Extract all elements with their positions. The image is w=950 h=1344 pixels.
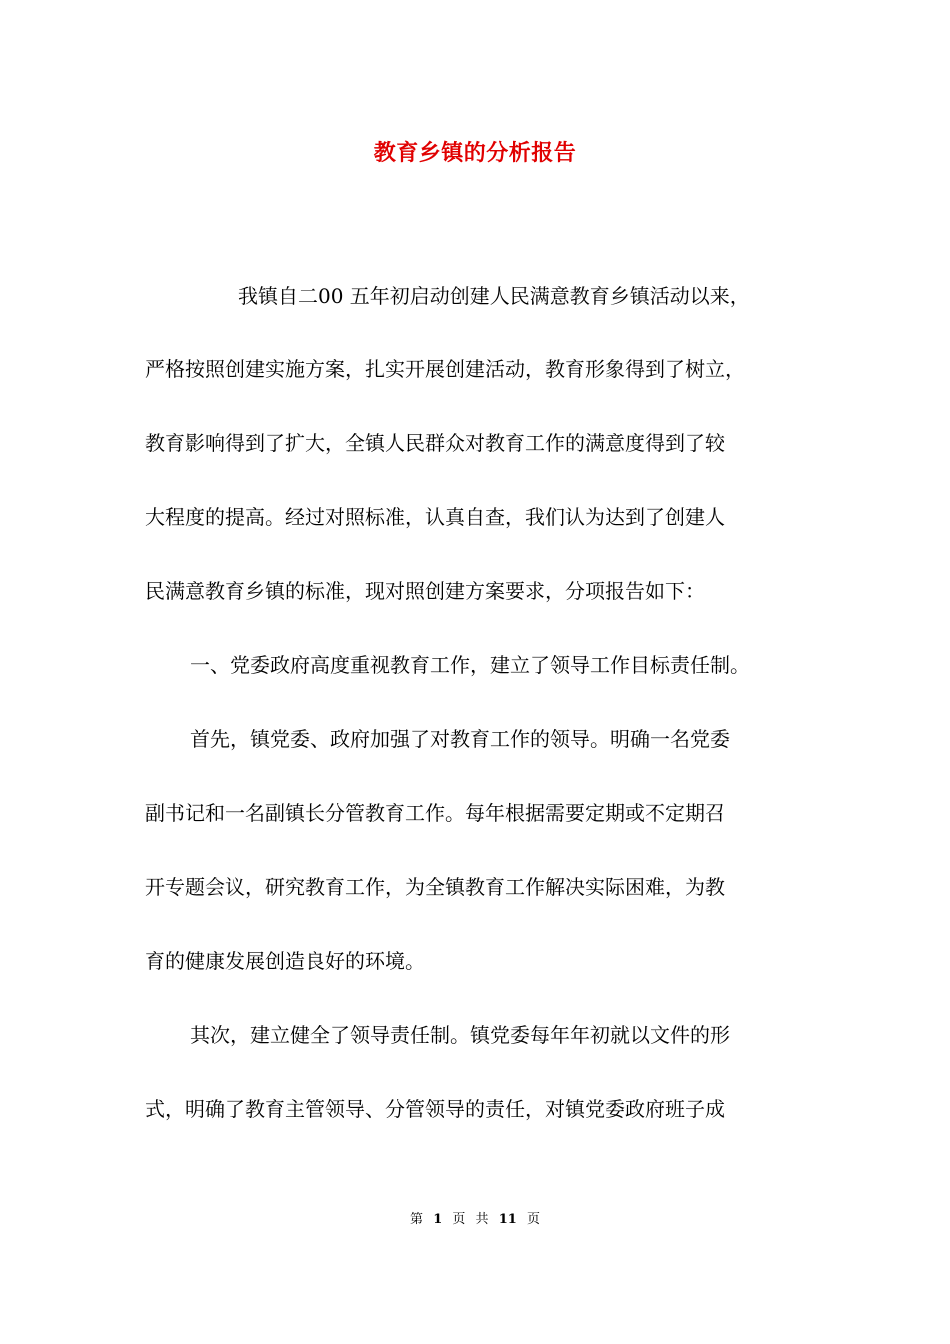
footer-suffix: 页 bbox=[526, 1212, 540, 1227]
paragraph-line: 严格按照创建实施方案，扎实开展创建活动，教育形象得到了树立， bbox=[145, 357, 745, 381]
page-footer bbox=[0, 1208, 950, 1227]
paragraph-line: 式，明确了教育主管领导、分管领导的责任，对镇党委政府班子成 bbox=[145, 1097, 725, 1121]
current-page-number: 1 bbox=[433, 1212, 443, 1227]
paragraph-line: 我镇自二00 五年初启动创建人民满意教育乡镇活动以来， bbox=[238, 284, 750, 308]
total-pages-number: 11 bbox=[498, 1212, 517, 1227]
paragraph-line: 开专题会议，研究教育工作，为全镇教育工作解决实际困难，为教 bbox=[145, 875, 725, 899]
paragraph-line: 首先，镇党委、政府加强了对教育工作的领导。明确一名党委 bbox=[190, 727, 730, 751]
paragraph-line: 民满意教育乡镇的标准，现对照创建方案要求，分项报告如下： bbox=[145, 579, 705, 603]
section-heading: 一、党委政府高度重视教育工作，建立了领导工作目标责任制。 bbox=[190, 653, 750, 677]
paragraph-line: 育的健康发展创造良好的环境。 bbox=[145, 949, 425, 973]
document-title: 教育乡镇的分析报告 bbox=[373, 140, 577, 166]
paragraph-line: 教育影响得到了扩大，全镇人民群众对教育工作的满意度得到了较 bbox=[145, 431, 725, 455]
paragraph-line: 大程度的提高。经过对照标准，认真自查，我们认为达到了创建人 bbox=[145, 505, 725, 529]
footer-prefix: 第 bbox=[410, 1212, 424, 1227]
paragraph-line: 副书记和一名副镇长分管教育工作。每年根据需要定期或不定期召 bbox=[145, 801, 725, 825]
paragraph-line: 其次，建立健全了领导责任制。镇党委每年年初就以文件的形 bbox=[190, 1023, 730, 1047]
footer-page-word: 页 bbox=[452, 1212, 466, 1227]
footer-total-word: 共 bbox=[475, 1212, 489, 1227]
